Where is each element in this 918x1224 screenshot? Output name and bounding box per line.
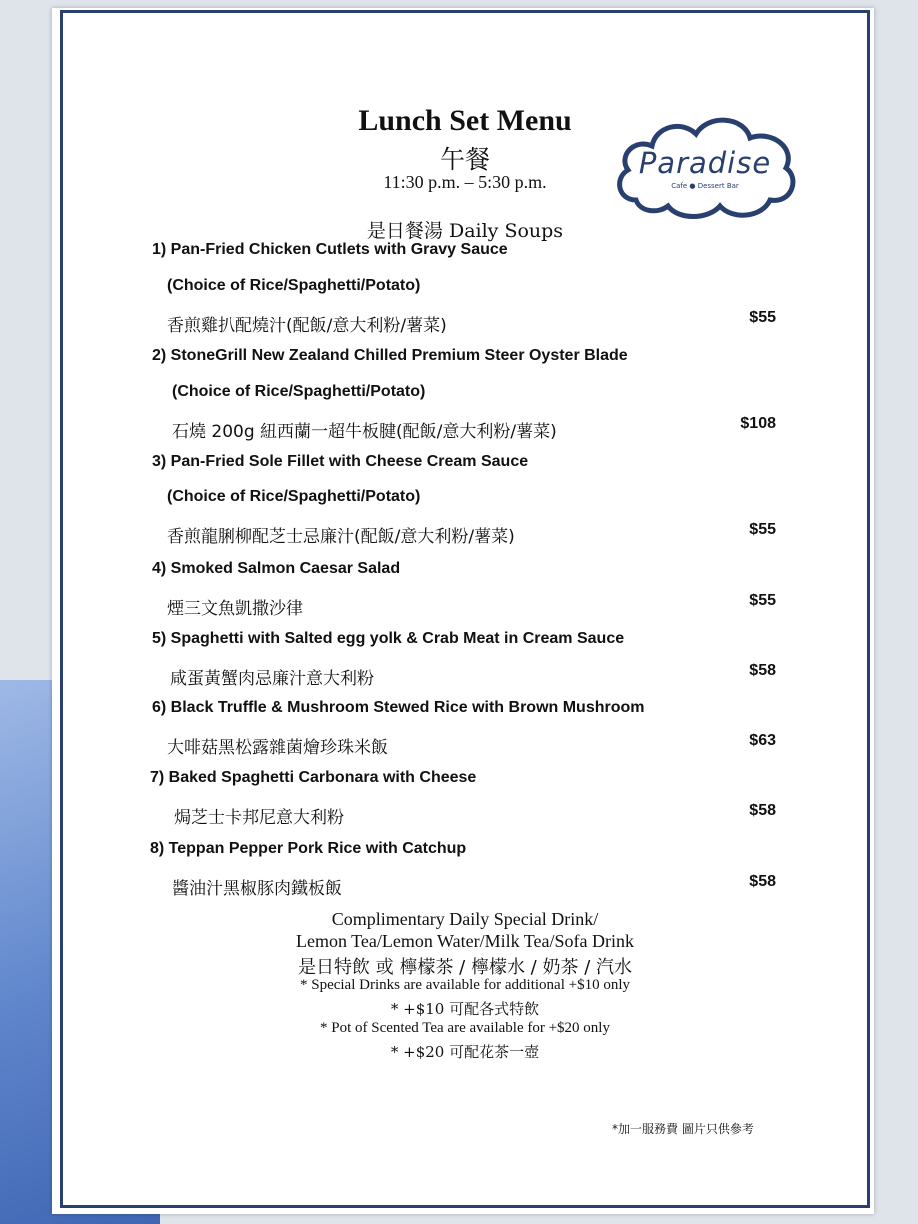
drink-note-1: Complimentary Daily Special Drink/ bbox=[331, 909, 599, 929]
menu-item-2-price: $108 bbox=[740, 415, 776, 432]
daily-soups: 是日餐湯 Daily Soups bbox=[366, 220, 564, 242]
menu-item-6-chinese: 大啡菇黑松露雜菌燴珍珠米飯 bbox=[167, 738, 388, 758]
menu-item-7-price: $58 bbox=[749, 802, 776, 819]
menu-item-5-name: 5) Spaghetti with Salted egg yolk & Crab Meat in Cream Sauce bbox=[152, 630, 625, 647]
menu-item-8-price: $58 bbox=[749, 873, 776, 890]
menu-item-7-name: 7) Baked Spaghetti Carbonara with Cheese bbox=[150, 769, 477, 786]
menu-item-1-chinese: 香煎雞扒配燒汁(配飯/意大利粉/薯菜) bbox=[167, 316, 447, 336]
menu-item-4-name: 4) Smoked Salmon Caesar Salad bbox=[152, 560, 401, 577]
menu-item-6-name: 6) Black Truffle & Mushroom Stewed Rice with Brown Mushroom bbox=[152, 699, 645, 716]
menu-item-1-choice: (Choice of Rice/Spaghetti/Potato) bbox=[167, 277, 421, 294]
logo-name: Paradise bbox=[638, 146, 772, 180]
menu-item-3-price: $55 bbox=[749, 521, 776, 538]
menu-item-7-chinese: 焗芝士卡邦尼意大利粉 bbox=[174, 808, 344, 828]
drink-note-5: * +$10 可配各式特飲 bbox=[390, 1000, 540, 1018]
menu-item-8-name: 8) Teppan Pepper Pork Rice with Catchup bbox=[150, 840, 467, 857]
menu-title-chinese: 午餐 bbox=[439, 145, 490, 174]
menu-item-3-chinese: 香煎龍脷柳配芝士忌廉汁(配飯/意大利粉/薯菜) bbox=[167, 527, 515, 547]
menu-item-5-chinese: 咸蛋黃蟹肉忌廉汁意大利粉 bbox=[170, 669, 374, 689]
menu-item-6-price: $63 bbox=[749, 732, 776, 749]
menu-item-2-chinese: 石燒 200g 紐西蘭一超牛板腱(配飯/意大利粉/薯菜) bbox=[172, 422, 557, 442]
menu-title: Lunch Set Menu bbox=[358, 104, 572, 137]
service-charge-footnote: *加一服務費 圖片只供參考 bbox=[612, 1122, 754, 1136]
menu-item-4-price: $55 bbox=[749, 592, 776, 609]
drink-note-2: Lemon Tea/Lemon Water/Milk Tea/Sofa Drink bbox=[296, 931, 634, 951]
menu-item-2-name: 2) StoneGrill New Zealand Chilled Premium Steer Oyster Blade bbox=[152, 347, 628, 364]
menu-item-3-name: 3) Pan-Fried Sole Fillet with Cheese Cream Sauce bbox=[152, 453, 529, 470]
menu-item-1-name: 1) Pan-Fried Chicken Cutlets with Gravy Sauce bbox=[152, 241, 508, 258]
drink-note-6: * Pot of Scented Tea are available for +$20 only bbox=[320, 1020, 610, 1036]
menu-item-1-price: $55 bbox=[749, 309, 776, 326]
menu-item-2-choice: (Choice of Rice/Spaghetti/Potato) bbox=[172, 383, 426, 400]
menu-item-4-chinese: 煙三文魚凱撒沙律 bbox=[167, 599, 303, 619]
logo-tagline: Cafe ● Dessert Bar bbox=[671, 182, 739, 190]
paradise-logo bbox=[612, 108, 798, 224]
menu-item-5-price: $58 bbox=[749, 662, 776, 679]
menu-hours: 11:30 p.m. – 5:30 p.m. bbox=[383, 172, 547, 192]
drink-note-3: 是日特飲 或 檸檬茶 / 檸檬水 / 奶茶 / 汽水 bbox=[298, 957, 632, 978]
menu-item-8-chinese: 醬油汁黑椒豚肉鐵板飯 bbox=[172, 879, 342, 899]
drink-note-4: * Special Drinks are available for additional +$10 only bbox=[299, 977, 631, 993]
drink-note-7: * +$20 可配花茶一壺 bbox=[390, 1043, 540, 1061]
menu-item-3-choice: (Choice of Rice/Spaghetti/Potato) bbox=[167, 488, 421, 505]
